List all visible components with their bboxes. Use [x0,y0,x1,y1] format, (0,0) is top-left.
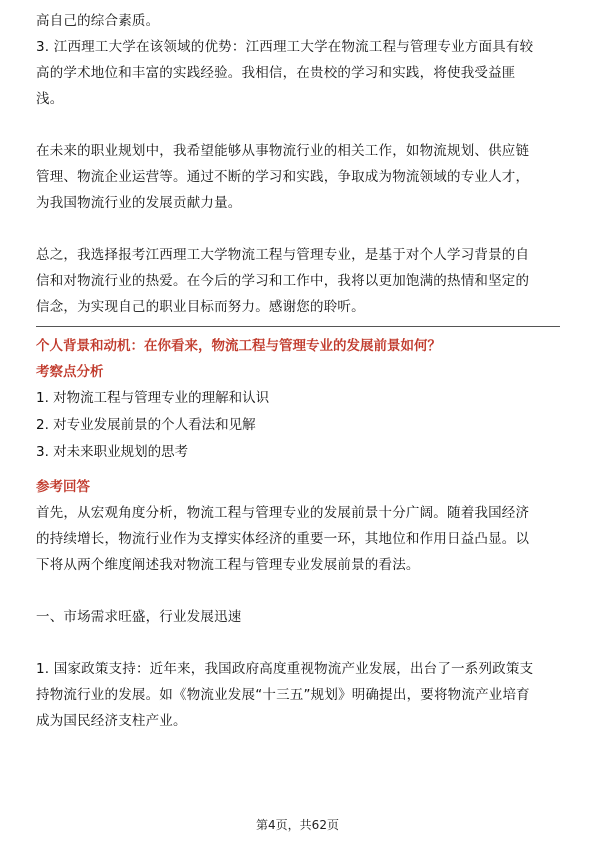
paragraph-line: 信和对物流行业的热爱。在今后的学习和工作中，我将以更加饱满的热情和坚定的 [36,273,530,289]
analysis-item: 3. 对未来职业规划的思考 [36,444,189,460]
paragraph-line: 浅。 [36,91,64,107]
paragraph-line: 持物流行业的发展。如《物流业发展“十三五”规划》明确提出，要将物流产业培育 [36,687,530,703]
page-number: 第4页，共62页 [256,818,339,832]
paragraph-line: 的持续增长，物流行业作为支撑实体经济的重要一环，其地位和作用日益凸显。以 [36,531,530,547]
spacer [36,216,560,242]
analysis-item: 2. 对专业发展前景的个人看法和见解 [36,417,256,433]
answer-heading: 参考回答 [36,479,90,495]
paragraph-line: 3. 江西理工大学在该领域的优势：江西理工大学在物流工程与管理专业方面具有较 [36,39,534,55]
paragraph-line: 首先，从宏观角度分析，物流工程与管理专业的发展前景十分广阔。随着我国经济 [36,505,530,521]
paragraph-line: 管理、物流企业运营等。通过不断的学习和实践，争取成为物流领域的专业人才， [36,169,530,185]
subheading-line: 一、市场需求旺盛，行业发展迅速 [36,609,242,625]
paragraph-line: 高自己的综合素质。 [36,13,160,29]
spacer [36,578,560,604]
analysis-item: 1. 对物流工程与管理专业的理解和认识 [36,390,270,406]
paragraph-line: 为我国物流行业的发展贡献力量。 [36,195,242,211]
analysis-heading: 考察点分析 [36,364,104,380]
spacer [36,630,560,656]
spacer [36,112,560,138]
spacer [36,466,560,474]
document-page [36,8,560,734]
paragraph-line: 下将从两个维度阐述我对物流工程与管理专业发展前景的看法。 [36,557,420,573]
paragraph-line: 成为国民经济支柱产业。 [36,713,187,729]
paragraph-line: 在未来的职业规划中，我希望能够从事物流行业的相关工作，如物流规划、供应链 [36,143,530,159]
question-title: 个人背景和动机：在你看来，物流工程与管理专业的发展前景如何？ [36,338,441,354]
paragraph-line: 信念，为实现自己的职业目标而努力。感谢您的聆听。 [36,299,365,315]
paragraph-line: 1. 国家政策支持：近年来，我国政府高度重视物流产业发展，出台了一系列政策支 [36,661,534,677]
paragraph-line: 高的学术地位和丰富的实践经验。我相信，在贵校的学习和实践，将使我受益匪 [36,65,516,81]
section-divider [36,326,560,327]
paragraph-line: 总之，我选择报考江西理工大学物流工程与管理专业，是基于对个人学习背景的自 [36,247,530,263]
